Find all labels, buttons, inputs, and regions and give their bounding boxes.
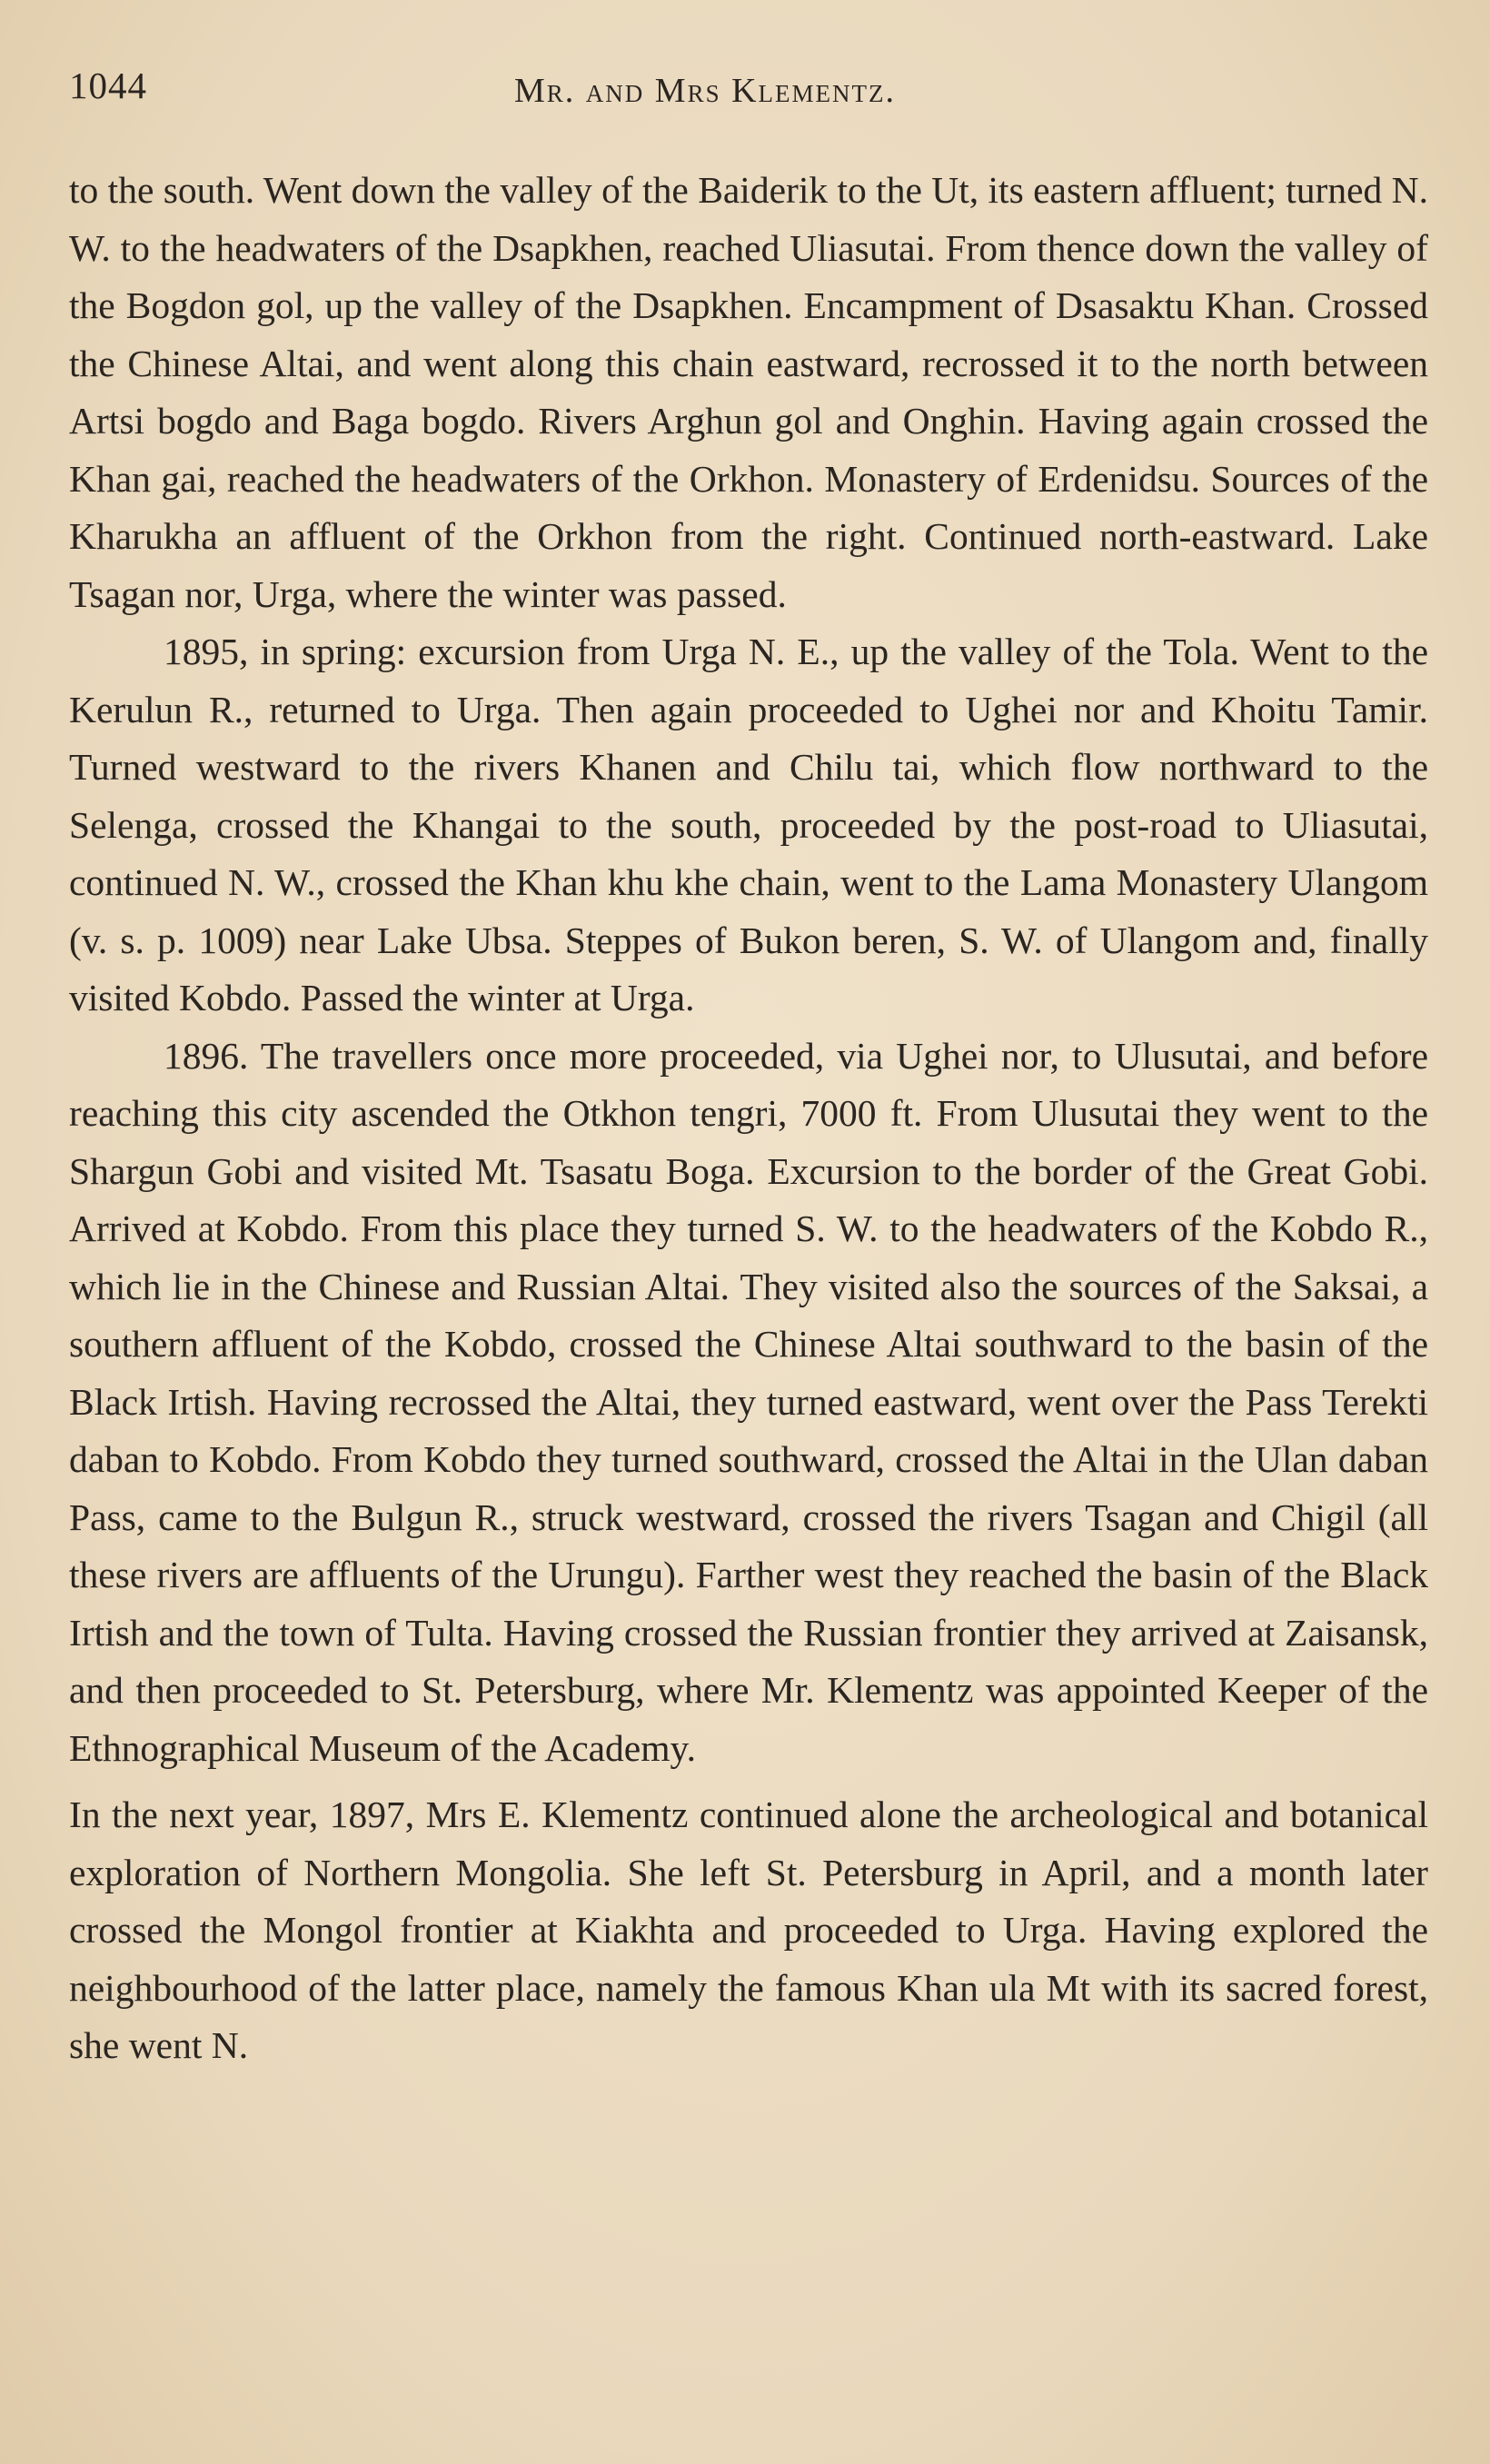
paragraph-1896: 1896. The travellers once more proceeded, via Ughei nor, to Ulusutai, and before reaching this city ascended the Otkhon tengri, 7000 ft. From Ulusutai they went to the Shargun Gobi and visited Mt. Tsasatu Boga. Excursion to the border of the Great Gobi. Arrived at Kobdo. From this place they turned S. W. to the headwaters of the Kobdo R., which lie in the Chinese and Russian Altai. They visited also the sources of the Saksai, a southern affluent of the Kobdo, crossed the Chinese Altai southward to the basin of the Black Irtish. Having recrossed the Altai, they turned eastward, went over the Pass Terekti daban to Kobdo. From Kobdo they turned southward, crossed the Altai in the Ulan daban Pass, came to the Bulgun R., struck westward, crossed the rivers Tsagan and Chigil (all these rivers are affluents of the Urungu). Farther west they reached the basin of the Black Irtish and the town of Tulta. Having crossed the Russian frontier they arrived at Zaisansk, and then proceeded to St. Petersburg, where Mr. Klementz was appointed Keeper of the Ethnographical Museum of the Academy. [69,1034,1428,1769]
paragraph-1895: 1895, in spring: excursion from Urga N. E., up the valley of the Tola. Went to the Kerulun R., returned to Urga. Then again proceeded to Ughei nor and Khoitu Tamir. Turned westward to the rivers Khanen and Chilu tai, which flow northward to the Selenga, crossed the Khangai to the south, proceeded by the post-road to Uliasutai, continued N. W., crossed the Khan khu khe chain, went to the Lama Monastery Ulangom (v. s. p. 1009) near Lake Ubsa. Steppes of Bukon beren, S. W. of Ulangom and, finally visited Kobdo. Passed the winter at Urga. [69,631,1428,1018]
page-number: 1044 [69,65,147,106]
running-head: Mr. and Mrs Klementz. [514,72,897,110]
paragraph-1897: In the next year, 1897, Mrs E. Klementz continued alone the archeological and botanical exploration of Northern Mongolia. She left St. Petersburg in April, and a month later crossed the Mongol frontier at Kiakhta and proceeded to Urga. Having explored the neighbourhood of the latter place, namely the famous Khan ula Mt with its sacred forest, she went N. [69,1793,1428,2066]
page-header [69,64,1428,118]
body-text [69,162,1428,2075]
paragraph-continuation: to the south. Went down the valley of the Baiderik to the Ut, its eastern affluent; turned N. W. to the headwaters of the Dsapkhen, reached Uliasutai. From thence down the valley of the Bogdon gol, up the valley of the Dsapkhen. Encampment of Dsasaktu Khan. Crossed the Chinese Altai, and went along this chain eastward, recrossed it to the north between Artsi bogdo and Baga bogdo. Rivers Arghun gol and Onghin. Having again crossed the Khan gai, reached the headwaters of the Orkhon. Monastery of Erdenidsu. Sources of the Kharukha an affluent of the Orkhon from the right. Continued north-eastward. Lake Tsagan nor, Urga, where the winter was passed. [69,169,1428,615]
